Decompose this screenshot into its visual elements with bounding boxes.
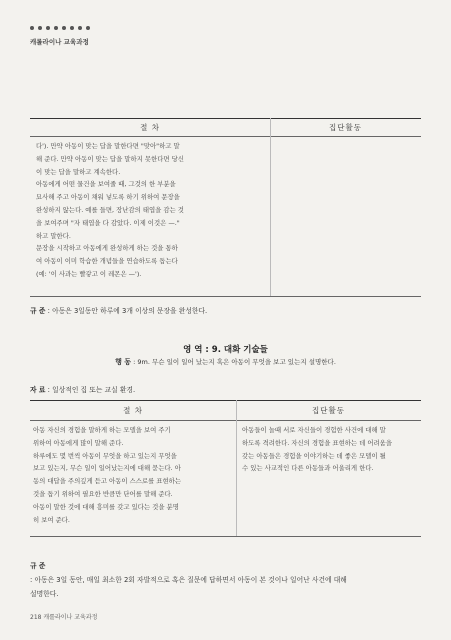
criterion-text: : 아동은 3일 동안, 매일 최소한 2회 자발적으로 혹은 질문에 답하면서 아동이 본 것이나 일어난 사건에 대해 설명한다. (30, 576, 347, 598)
criterion-label: 규 준 (30, 307, 46, 315)
table-top-rule (30, 118, 421, 119)
dot-ornament (30, 26, 34, 30)
table-column-divider (270, 118, 271, 296)
criterion-row (30, 305, 207, 315)
materials-label: 자 료 (30, 386, 46, 394)
dot-ornament (62, 26, 66, 30)
table-top-rule (30, 400, 421, 401)
header-dots (30, 26, 90, 30)
table-bottom-rule (30, 536, 421, 537)
column-header-group: 집단활동 (312, 406, 345, 415)
behavior-label: 행 동 (115, 358, 132, 366)
section-title: 영 역 : 9. 대화 기술들 (183, 345, 268, 355)
behavior-text: : 9m. 무슨 일이 일어 났는지 혹은 아동이 무엇을 보고 있는지 설명한다. (133, 358, 336, 366)
page-footer: 218 캐롤라이나 교육과정 (30, 614, 98, 621)
column-header-group: 집단활동 (329, 123, 362, 132)
dot-ornament (78, 26, 82, 30)
criterion-text: : 아동은 3일동안 하루에 3개 이상의 문장을 완성한다. (47, 307, 208, 315)
criterion-label: 규 준 (30, 562, 46, 570)
dot-ornament (46, 26, 50, 30)
column-header-procedure: 절 차 (123, 406, 143, 415)
behavior-row (0, 357, 451, 367)
dot-ornament (54, 26, 58, 30)
group-activity-cell: 아동들이 놀때 서로 자신들이 경험한 사건에 대해 말 하도록 격려한다. 자신의 경험을 표현하는 데 어려움을 갖는 아동들은 경험을 이야기하는 데 좋은 모델이 될 수 있는 사교적인 다른 아동들과 어울리게 한다. (242, 426, 393, 473)
table-column-divider (236, 400, 237, 536)
dot-ornament (70, 26, 74, 30)
table-header-rule (30, 136, 421, 137)
series-title: 캐롤라이나 교육과정 (30, 38, 89, 46)
materials-row (30, 384, 135, 394)
materials-text: : 일상적인 집 또는 교실 환경. (47, 386, 136, 394)
criterion-row (30, 545, 425, 601)
table-header-rule (30, 420, 421, 421)
dot-ornament (86, 26, 90, 30)
column-header-procedure: 절 차 (140, 123, 160, 132)
table-bottom-rule (30, 296, 421, 297)
procedure-cell: 아동 자신의 경험을 말하게 하는 모델을 보여 주기 위하여 아동에게 많이 말해 준다. 하루에도 몇 번씩 아동이 무엇을 하고 있는지 무엇을 보고 있는지, 무슨 일이 일어났는지에 대해 묻는다. 아 동의 대답을 주의깊게 듣고 아동이 스스로를 표현하는 것을 돕기 위하여 필요한 반큼만 단어를 말해 준다. 아동이 말한 것에 대해 흥미를 갖고 있다는 것을 분명 히 보여 준다. (33, 426, 182, 524)
dot-ornament (38, 26, 42, 30)
procedure-cell: 다'). 만약 아동이 맞는 답을 말한다면 "맞아"하고 말 해 준다. 만약 아동이 맞는 답을 말하지 못한다면 당신 이 맞는 답을 말하고 계속한다. 아동에게 어떤 물건을 보여줄 때, 그것의 한 부분을 묘사해 주고 아동이 채워 넣도록 하기 위하여 문장을 완성하지 않는다. 예를 들면, 장난감의 태엽을 감는 것 을 보여주며 "자 태엽을 다 감았다. 이제 이것은 —." 하고 말한다. 문장을 시작하고 아동에게 완성하게 하는 것을 통하 여 아동이 이미 학습한 개념들을 연습하도록 돕는다 (예: '이 사과는 빨갛고 이 레몬은 —'). (36, 142, 184, 278)
